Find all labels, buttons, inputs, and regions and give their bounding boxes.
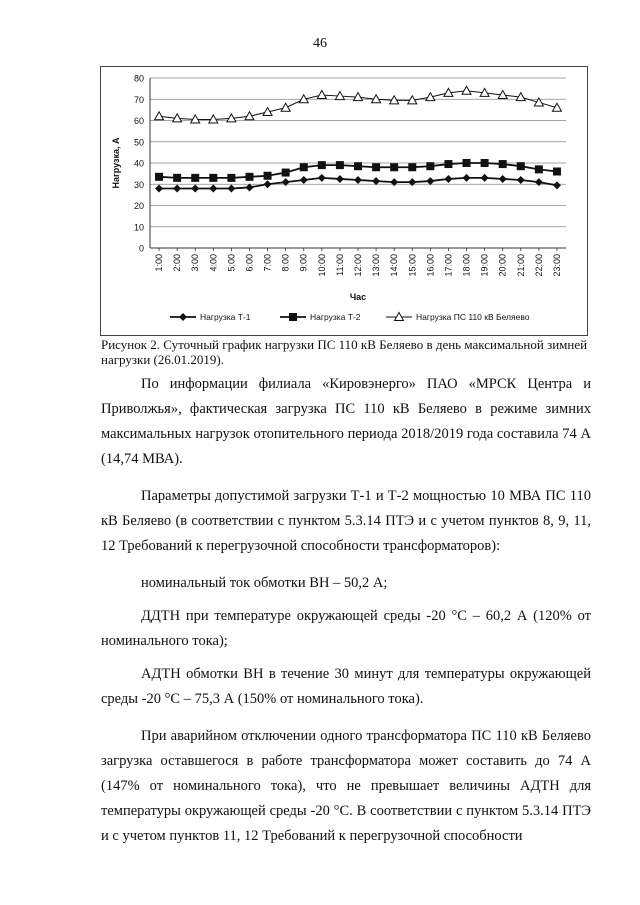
x-tick-label: 11:00 (334, 254, 345, 276)
diamond-marker (191, 185, 199, 193)
x-tick-label: 20:00 (497, 254, 508, 277)
paragraph-3: номинальный ток обмотки ВН – 50,2 А; (141, 575, 388, 591)
diamond-marker (179, 313, 187, 321)
square-marker (408, 163, 416, 171)
x-tick-label: 13:00 (371, 254, 382, 277)
x-tick-label: 14:00 (389, 254, 400, 277)
paragraph-5: АДТН обмотки ВН в течение 30 минут для температуры окружающей среды -20 °С – 75,3 А (150% от номинального тока). (101, 666, 591, 707)
x-tick-label: 6:00 (244, 254, 255, 272)
x-tick-label: 2:00 (172, 254, 183, 272)
square-marker (444, 160, 452, 168)
x-tick-label: 8:00 (280, 254, 291, 272)
square-marker (553, 168, 561, 176)
y-tick-label: 30 (133, 179, 144, 190)
square-marker (372, 163, 380, 171)
square-marker (390, 163, 398, 171)
square-marker (463, 159, 471, 167)
x-tick-label: 21:00 (515, 254, 526, 277)
y-tick-label: 70 (133, 94, 144, 105)
x-tick-label: 10:00 (316, 254, 327, 277)
y-tick-label: 40 (133, 158, 144, 169)
diamond-marker (227, 185, 235, 193)
diamond-marker (553, 181, 561, 189)
y-tick-label: 80 (133, 73, 144, 84)
y-tick-label: 0 (138, 243, 144, 254)
diamond-marker (336, 175, 344, 183)
square-marker (155, 173, 163, 181)
diamond-marker (481, 174, 489, 182)
x-tick-label: 18:00 (461, 254, 472, 277)
y-tick-label: 50 (133, 137, 144, 148)
legend-label: Нагрузка ПС 110 кВ Беляево (416, 312, 530, 322)
square-marker (289, 313, 297, 321)
y-tick-label: 60 (133, 116, 144, 126)
x-tick-label: 3:00 (190, 254, 201, 272)
legend-label: Нагрузка Т-2 (310, 312, 361, 322)
triangle-marker (317, 91, 326, 99)
square-marker (209, 174, 217, 182)
page-number: 46 (313, 36, 327, 51)
x-tick-label: 15:00 (407, 254, 418, 277)
x-tick-label: 23:00 (551, 254, 562, 277)
x-tick-label: 1:00 (154, 254, 165, 272)
chart-legend (170, 312, 530, 322)
square-marker (535, 165, 543, 173)
x-tick-label: 12:00 (353, 254, 363, 277)
paragraph-6: При аварийном отключении одного трансформатора ПС 110 кВ Беляево загрузка оставшегося в работе трансформатора может составить до 74 А (147% от номинального тока), что не превышает величины АДТН для температуры окружающей среды -20 °С. В соответствии с пунктом 5.3.14 ПТЭ и с учетом пунктов 11, 12 Требований к перегрузочной способности (101, 728, 591, 844)
figure-caption: Рисунок 2. Суточный график нагрузки ПС 110 кВ Беляево в день максимальной зимней нагрузки (26.01.2019). (101, 337, 588, 367)
x-tick-label: 19:00 (479, 254, 490, 277)
x-tick-label: 9:00 (298, 254, 309, 272)
diamond-marker (463, 174, 471, 182)
square-marker (318, 161, 326, 169)
y-tick-label: 10 (133, 222, 144, 233)
square-marker (354, 162, 362, 170)
diamond-marker (282, 178, 290, 186)
body-text (101, 372, 591, 849)
x-axis-title: Час (349, 292, 367, 302)
square-marker (300, 163, 308, 171)
x-tick-label: 16:00 (425, 254, 436, 277)
diamond-marker (535, 178, 543, 186)
square-marker (426, 162, 434, 170)
square-marker (517, 162, 525, 170)
square-marker (191, 174, 199, 182)
x-tick-label: 17:00 (443, 254, 454, 277)
y-axis-title: Нагрузка, А (111, 137, 121, 189)
square-marker (481, 159, 489, 167)
triangle-marker (462, 86, 471, 94)
diamond-marker (390, 178, 398, 186)
triangle-marker (281, 103, 290, 111)
series-3 (155, 86, 562, 123)
square-marker (264, 172, 272, 180)
triangle-marker (155, 112, 164, 120)
diamond-marker (318, 174, 326, 182)
y-tick-label: 20 (133, 201, 144, 211)
diamond-marker (499, 175, 507, 183)
x-tick-label: 7:00 (262, 254, 273, 272)
square-marker (282, 169, 290, 177)
x-tick-label: 5:00 (226, 254, 237, 272)
diamond-marker (354, 176, 362, 184)
diamond-marker (300, 176, 308, 184)
chart-series (155, 86, 562, 192)
square-marker (245, 173, 253, 181)
x-tick-label: 22:00 (533, 254, 544, 277)
load-chart (100, 66, 588, 336)
square-marker (336, 161, 344, 169)
diamond-marker (444, 175, 452, 183)
diamond-marker (517, 176, 525, 184)
paragraph-4: ДДТН при температуре окружающей среды -20 °С – 60,2 А (120% от номинального тока); (101, 608, 591, 649)
diamond-marker (408, 178, 416, 186)
diamond-marker (209, 185, 217, 193)
paragraph-2: Параметры допустимой загрузки Т-1 и Т-2 мощностью 10 МВА ПС 110 кВ Беляево (в соответствии с пунктом 5.3.14 ПТЭ и с учетом пунктов 8, 9, 11, 12 Требований к перегрузочной способности трансформаторов): (101, 488, 591, 554)
square-marker (173, 174, 181, 182)
square-marker (499, 160, 507, 168)
diamond-marker (155, 185, 163, 193)
legend-label: Нагрузка Т-1 (200, 312, 251, 322)
square-marker (227, 174, 235, 182)
x-tick-label: 4:00 (208, 254, 219, 272)
diamond-marker (264, 180, 272, 188)
paragraph-1: По информации филиала «Кировэнерго» ПАО «МРСК Центра и Приволжья», фактическая загрузка ПС 110 кВ Беляево в режиме зимних максимальных нагрузок отопительного периода 2018/2019 года составила 74 А (14,74 МВА). (101, 376, 591, 467)
diamond-marker (173, 185, 181, 193)
